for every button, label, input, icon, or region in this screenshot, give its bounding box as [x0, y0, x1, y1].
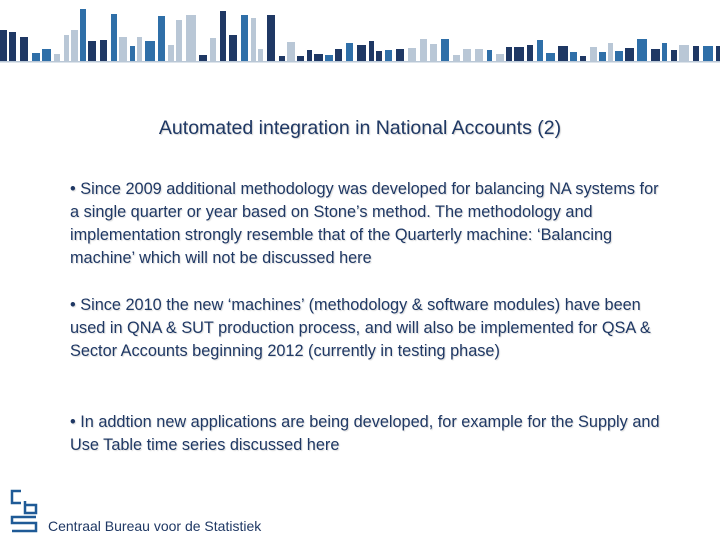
decorative-bar — [625, 48, 634, 62]
decorative-bar — [637, 39, 647, 62]
decorative-bar — [145, 41, 155, 62]
decorative-bar — [64, 35, 69, 62]
decorative-bar — [357, 45, 366, 62]
decorative-bar — [396, 49, 404, 62]
bullet-item-2: • Since 2010 the new ‘machines’ (methodology & software modules) have been used in QNA & SUT production process, and will also be implemented for QSA & Sector Accounts beginning 2012 (currently in testing phase) — [70, 296, 651, 360]
decorative-baseline — [0, 61, 720, 63]
decorative-bar — [229, 35, 237, 62]
decorative-bar — [241, 15, 248, 62]
decorative-bar — [307, 50, 312, 62]
bullet-item-3: • In addtion new applications are being developed, for example for the Supply and Use Table time series discussed here — [70, 413, 660, 454]
decorative-bar — [537, 40, 543, 62]
decorative-bar — [267, 15, 275, 62]
decorative-bar — [220, 11, 226, 62]
decorative-bar — [210, 38, 216, 62]
decorative-bar — [9, 32, 16, 62]
decorative-bar — [186, 15, 196, 62]
decorative-bar — [0, 30, 7, 62]
decorative-bar — [558, 46, 568, 62]
decorative-bar — [693, 46, 699, 62]
decorative-bar — [54, 54, 60, 62]
decorative-bar-header — [0, 0, 720, 66]
decorative-bar — [590, 47, 597, 62]
decorative-bar — [130, 46, 135, 62]
decorative-bar — [496, 54, 504, 62]
decorative-bar — [487, 50, 492, 62]
decorative-bar — [453, 55, 460, 62]
decorative-bar — [369, 41, 374, 62]
decorative-bar — [251, 18, 256, 62]
decorative-bar — [376, 51, 382, 62]
decorative-bar — [88, 41, 96, 62]
decorative-bar — [111, 14, 117, 62]
decorative-bar — [258, 49, 263, 62]
decorative-bar — [71, 30, 78, 62]
bullet-item-1: • Since 2009 additional methodology was developed for balancing NA systems for a single quarter or year based on Stone’s method. The methodology and implementation strongly resemble that of the Quarterly machine: ‘Balancing machine’ which will not be discussed here — [70, 180, 659, 267]
decorative-bar — [20, 37, 28, 62]
decorative-bar — [475, 49, 483, 62]
decorative-bar — [420, 39, 427, 62]
decorative-bar — [703, 46, 713, 62]
decorative-bar — [314, 54, 323, 62]
decorative-bar — [176, 20, 182, 62]
decorative-bar — [287, 42, 295, 62]
decorative-bar — [615, 51, 623, 62]
decorative-bar — [199, 55, 207, 62]
decorative-bar — [608, 43, 613, 62]
decorative-bar — [100, 40, 107, 62]
decorative-bar — [385, 50, 392, 62]
decorative-bar — [335, 49, 342, 62]
decorative-bar — [168, 45, 174, 62]
decorative-bar — [119, 37, 127, 62]
decorative-bar — [80, 9, 86, 62]
decorative-bar — [527, 45, 533, 62]
decorative-bar — [32, 53, 40, 62]
footer-organization: Centraal Bureau voor de Statistiek — [48, 518, 262, 534]
decorative-bar — [651, 49, 660, 62]
decorative-bar — [546, 53, 555, 62]
cbs-logo-icon — [8, 489, 40, 533]
decorative-bar — [671, 50, 677, 62]
decorative-bar — [137, 37, 142, 62]
decorative-bar — [441, 39, 449, 62]
decorative-bar — [42, 49, 51, 62]
decorative-bar — [463, 49, 471, 62]
decorative-bar — [679, 45, 689, 62]
decorative-bar — [599, 52, 606, 62]
decorative-bar — [325, 55, 333, 62]
decorative-bar — [570, 52, 577, 62]
decorative-bar — [506, 47, 512, 62]
decorative-bar — [662, 43, 667, 62]
decorative-bar — [346, 43, 353, 62]
decorative-bar — [158, 16, 165, 62]
decorative-bar — [408, 48, 416, 62]
slide-title: Automated integration in National Accounts (2) — [158, 117, 562, 139]
decorative-bar — [716, 46, 720, 62]
decorative-bar — [514, 47, 524, 62]
decorative-bar — [430, 44, 437, 62]
